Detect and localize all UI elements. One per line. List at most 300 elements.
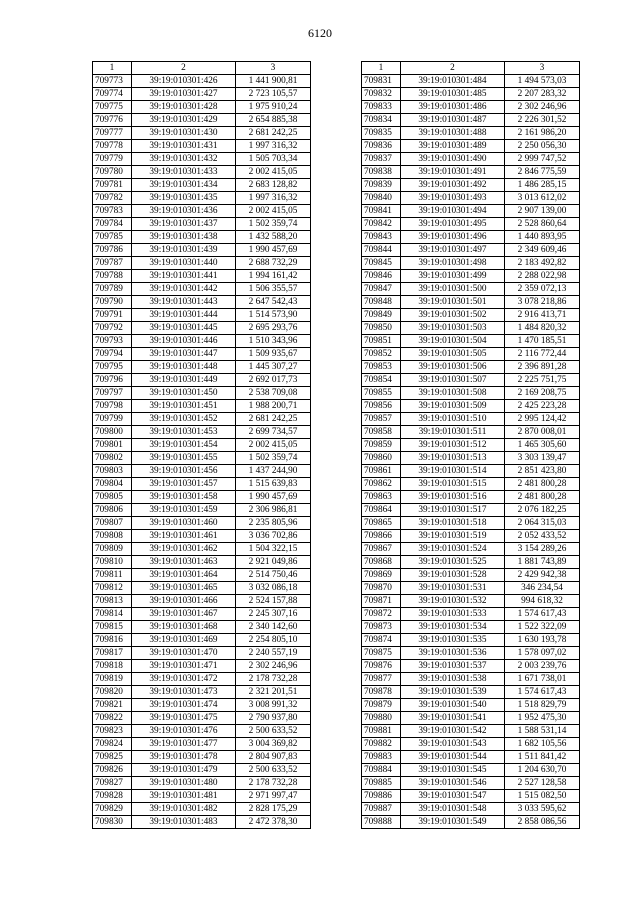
value-cell: 1 502 359,74 [236, 452, 311, 465]
value-cell: 2 288 022,98 [505, 270, 580, 283]
value-cell: 2 225 751,75 [505, 374, 580, 387]
cadastral-number-cell: 39:19:010301:437 [132, 218, 236, 231]
row-number-cell: 709784 [93, 218, 132, 231]
value-cell: 2 359 072,13 [505, 283, 580, 296]
table-row [93, 478, 311, 491]
value-cell: 2 226 301,52 [505, 114, 580, 127]
cadastral-number-cell: 39:19:010301:503 [401, 322, 505, 335]
row-number-cell: 709782 [93, 192, 132, 205]
table-row [362, 465, 580, 478]
value-cell: 2 472 378,30 [236, 816, 311, 829]
cadastral-number-cell: 39:19:010301:462 [132, 543, 236, 556]
cadastral-number-cell: 39:19:010301:478 [132, 751, 236, 764]
table-row [93, 660, 311, 673]
table-row [362, 205, 580, 218]
table-row [93, 257, 311, 270]
row-number-cell: 709848 [362, 296, 401, 309]
row-number-cell: 709844 [362, 244, 401, 257]
value-cell: 1 502 359,74 [236, 218, 311, 231]
table-row [362, 816, 580, 829]
row-number-cell: 709856 [362, 400, 401, 413]
row-number-cell: 709823 [93, 725, 132, 738]
cadastral-number-cell: 39:19:010301:532 [401, 595, 505, 608]
value-cell: 1 522 322,09 [505, 621, 580, 634]
value-cell: 1 506 355,57 [236, 283, 311, 296]
page-number: 6120 [308, 26, 332, 40]
value-cell: 1 484 820,32 [505, 322, 580, 335]
table-row [362, 491, 580, 504]
table-row [93, 725, 311, 738]
cadastral-number-cell: 39:19:010301:516 [401, 491, 505, 504]
row-number-cell: 709806 [93, 504, 132, 517]
cadastral-number-cell: 39:19:010301:493 [401, 192, 505, 205]
row-number-cell: 709850 [362, 322, 401, 335]
cadastral-number-cell: 39:19:010301:444 [132, 309, 236, 322]
column-header-3: 3 [236, 62, 311, 75]
row-number-cell: 709882 [362, 738, 401, 751]
row-number-cell: 709830 [93, 816, 132, 829]
row-number-cell: 709838 [362, 166, 401, 179]
row-number-cell: 709802 [93, 452, 132, 465]
cadastral-number-cell: 39:19:010301:440 [132, 257, 236, 270]
value-cell: 3 036 702,86 [236, 530, 311, 543]
cadastral-number-cell: 39:19:010301:470 [132, 647, 236, 660]
row-number-cell: 709861 [362, 465, 401, 478]
value-cell: 1 881 743,89 [505, 556, 580, 569]
row-number-cell: 709875 [362, 647, 401, 660]
value-cell: 2 995 124,42 [505, 413, 580, 426]
row-number-cell: 709883 [362, 751, 401, 764]
cadastral-number-cell: 39:19:010301:463 [132, 556, 236, 569]
table-row [93, 400, 311, 413]
row-number-cell: 709821 [93, 699, 132, 712]
table-row [93, 764, 311, 777]
cadastral-number-cell: 39:19:010301:451 [132, 400, 236, 413]
cadastral-number-cell: 39:19:010301:445 [132, 322, 236, 335]
row-number-cell: 709807 [93, 517, 132, 530]
table-row [362, 790, 580, 803]
cadastral-number-cell: 39:19:010301:483 [132, 816, 236, 829]
table-row [362, 270, 580, 283]
table-row [93, 426, 311, 439]
table-row [93, 517, 311, 530]
cadastral-number-cell: 39:19:010301:438 [132, 231, 236, 244]
row-number-cell: 709867 [362, 543, 401, 556]
value-cell: 2 527 128,58 [505, 777, 580, 790]
cadastral-number-cell: 39:19:010301:454 [132, 439, 236, 452]
value-cell: 3 154 289,26 [505, 543, 580, 556]
table-row [93, 816, 311, 829]
value-cell: 2 524 157,88 [236, 595, 311, 608]
row-number-cell: 709801 [93, 439, 132, 452]
row-number-cell: 709857 [362, 413, 401, 426]
value-cell: 1 997 316,32 [236, 192, 311, 205]
value-cell: 1 514 573,90 [236, 309, 311, 322]
row-number-cell: 709828 [93, 790, 132, 803]
column-header-3: 3 [505, 62, 580, 75]
table-row [93, 166, 311, 179]
value-cell: 2 207 283,32 [505, 88, 580, 101]
value-cell: 2 514 750,46 [236, 569, 311, 582]
row-number-cell: 709864 [362, 504, 401, 517]
cadastral-number-cell: 39:19:010301:517 [401, 504, 505, 517]
row-number-cell: 709780 [93, 166, 132, 179]
value-cell: 2 846 775,59 [505, 166, 580, 179]
row-number-cell: 709865 [362, 517, 401, 530]
data-table-right [361, 61, 580, 829]
table-row [93, 309, 311, 322]
table-row [93, 140, 311, 153]
row-number-cell: 709877 [362, 673, 401, 686]
row-number-cell: 709822 [93, 712, 132, 725]
cadastral-number-cell: 39:19:010301:475 [132, 712, 236, 725]
table-row [93, 348, 311, 361]
value-cell: 2 481 800,28 [505, 478, 580, 491]
row-number-cell: 709817 [93, 647, 132, 660]
cadastral-number-cell: 39:19:010301:513 [401, 452, 505, 465]
row-number-cell: 709874 [362, 634, 401, 647]
table-row [93, 543, 311, 556]
table-row [93, 439, 311, 452]
row-number-cell: 709812 [93, 582, 132, 595]
value-cell: 1 204 630,70 [505, 764, 580, 777]
value-cell: 1 975 910,24 [236, 101, 311, 114]
table-row [362, 231, 580, 244]
cadastral-number-cell: 39:19:010301:542 [401, 725, 505, 738]
row-number-cell: 709879 [362, 699, 401, 712]
value-cell: 2 425 223,28 [505, 400, 580, 413]
cadastral-number-cell: 39:19:010301:457 [132, 478, 236, 491]
table-row [362, 673, 580, 686]
row-number-cell: 709818 [93, 660, 132, 673]
value-cell: 3 013 612,02 [505, 192, 580, 205]
table-row [93, 777, 311, 790]
table-row [93, 504, 311, 517]
table-row [93, 335, 311, 348]
value-cell: 3 303 139,47 [505, 452, 580, 465]
cadastral-number-cell: 39:19:010301:549 [401, 816, 505, 829]
cadastral-number-cell: 39:19:010301:544 [401, 751, 505, 764]
value-cell: 1 509 935,67 [236, 348, 311, 361]
row-number-cell: 709774 [93, 88, 132, 101]
table-row [362, 582, 580, 595]
table-row [93, 75, 311, 88]
value-cell: 1 952 475,30 [505, 712, 580, 725]
row-number-cell: 709805 [93, 491, 132, 504]
value-cell: 2 429 942,38 [505, 569, 580, 582]
value-cell: 2 683 128,82 [236, 179, 311, 192]
table-row [93, 595, 311, 608]
table-row [362, 764, 580, 777]
value-cell: 994 618,32 [505, 595, 580, 608]
value-cell: 2 116 772,44 [505, 348, 580, 361]
table-row [362, 413, 580, 426]
value-cell: 1 494 573,03 [505, 75, 580, 88]
row-number-cell: 709845 [362, 257, 401, 270]
value-cell: 1 574 617,43 [505, 608, 580, 621]
table-row [362, 803, 580, 816]
table-row [362, 530, 580, 543]
cadastral-number-cell: 39:19:010301:446 [132, 335, 236, 348]
row-number-cell: 709841 [362, 205, 401, 218]
cadastral-number-cell: 39:19:010301:486 [401, 101, 505, 114]
table-row [362, 296, 580, 309]
cadastral-number-cell: 39:19:010301:507 [401, 374, 505, 387]
cadastral-number-cell: 39:19:010301:504 [401, 335, 505, 348]
row-number-cell: 709829 [93, 803, 132, 816]
table-row [362, 322, 580, 335]
column-header-1: 1 [362, 62, 401, 75]
row-number-cell: 709847 [362, 283, 401, 296]
value-cell: 2 064 315,03 [505, 517, 580, 530]
cadastral-number-cell: 39:19:010301:506 [401, 361, 505, 374]
cadastral-number-cell: 39:19:010301:510 [401, 413, 505, 426]
value-cell: 2 692 017,73 [236, 374, 311, 387]
row-number-cell: 709872 [362, 608, 401, 621]
value-cell: 1 505 703,34 [236, 153, 311, 166]
cadastral-number-cell: 39:19:010301:546 [401, 777, 505, 790]
row-number-cell: 709809 [93, 543, 132, 556]
table-row [93, 88, 311, 101]
value-cell: 2 052 433,52 [505, 530, 580, 543]
value-cell: 2 528 860,64 [505, 218, 580, 231]
cadastral-number-cell: 39:19:010301:496 [401, 231, 505, 244]
value-cell: 2 169 208,75 [505, 387, 580, 400]
table-row [362, 309, 580, 322]
cadastral-number-cell: 39:19:010301:448 [132, 361, 236, 374]
value-cell: 1 988 200,71 [236, 400, 311, 413]
table-row [93, 153, 311, 166]
cadastral-number-cell: 39:19:010301:431 [132, 140, 236, 153]
cadastral-number-cell: 39:19:010301:487 [401, 114, 505, 127]
value-cell: 2 538 709,08 [236, 387, 311, 400]
table-row [362, 283, 580, 296]
row-number-cell: 709775 [93, 101, 132, 114]
value-cell: 2 002 415,05 [236, 439, 311, 452]
row-number-cell: 709846 [362, 270, 401, 283]
table-row [362, 595, 580, 608]
table-row [93, 673, 311, 686]
cadastral-number-cell: 39:19:010301:434 [132, 179, 236, 192]
row-number-cell: 709827 [93, 777, 132, 790]
table-row [93, 387, 311, 400]
table-row [93, 218, 311, 231]
table-row [362, 192, 580, 205]
value-cell: 346 234,54 [505, 582, 580, 595]
table-row [93, 803, 311, 816]
cadastral-number-cell: 39:19:010301:524 [401, 543, 505, 556]
row-number-cell: 709842 [362, 218, 401, 231]
table-row [362, 452, 580, 465]
table-row [93, 621, 311, 634]
row-number-cell: 709854 [362, 374, 401, 387]
cadastral-number-cell: 39:19:010301:468 [132, 621, 236, 634]
table-row [93, 231, 311, 244]
table-row [362, 179, 580, 192]
row-number-cell: 709843 [362, 231, 401, 244]
value-cell: 2 921 049,86 [236, 556, 311, 569]
table-row [362, 569, 580, 582]
table-row [362, 621, 580, 634]
value-cell: 2 916 413,71 [505, 309, 580, 322]
column-header-2: 2 [401, 62, 505, 75]
row-number-cell: 709800 [93, 426, 132, 439]
value-cell: 2 349 609,46 [505, 244, 580, 257]
cadastral-number-cell: 39:19:010301:545 [401, 764, 505, 777]
row-number-cell: 709778 [93, 140, 132, 153]
row-number-cell: 709786 [93, 244, 132, 257]
cadastral-number-cell: 39:19:010301:453 [132, 426, 236, 439]
row-number-cell: 709789 [93, 283, 132, 296]
table-row [93, 283, 311, 296]
row-number-cell: 709796 [93, 374, 132, 387]
table-row [362, 699, 580, 712]
value-cell: 1 441 900,81 [236, 75, 311, 88]
row-number-cell: 709814 [93, 608, 132, 621]
row-number-cell: 709885 [362, 777, 401, 790]
value-cell: 1 682 105,56 [505, 738, 580, 751]
row-number-cell: 709876 [362, 660, 401, 673]
table-row [93, 634, 311, 647]
row-number-cell: 709811 [93, 569, 132, 582]
table-row [93, 569, 311, 582]
table-row [362, 608, 580, 621]
row-number-cell: 709866 [362, 530, 401, 543]
cadastral-number-cell: 39:19:010301:460 [132, 517, 236, 530]
cadastral-number-cell: 39:19:010301:435 [132, 192, 236, 205]
column-header-2: 2 [132, 62, 236, 75]
table-row [93, 127, 311, 140]
cadastral-number-cell: 39:19:010301:509 [401, 400, 505, 413]
cadastral-number-cell: 39:19:010301:514 [401, 465, 505, 478]
cadastral-number-cell: 39:19:010301:466 [132, 595, 236, 608]
cadastral-number-cell: 39:19:010301:428 [132, 101, 236, 114]
table-row [93, 413, 311, 426]
row-number-cell: 709871 [362, 595, 401, 608]
value-cell: 3 078 218,86 [505, 296, 580, 309]
table-row [362, 777, 580, 790]
row-number-cell: 709868 [362, 556, 401, 569]
table-row [362, 504, 580, 517]
value-cell: 1 671 738,01 [505, 673, 580, 686]
cadastral-number-cell: 39:19:010301:548 [401, 803, 505, 816]
table-row [93, 361, 311, 374]
table-row [362, 478, 580, 491]
value-cell: 2 828 175,29 [236, 803, 311, 816]
table-row [93, 452, 311, 465]
header-row [362, 62, 580, 75]
value-cell: 2 999 747,52 [505, 153, 580, 166]
cadastral-number-cell: 39:19:010301:450 [132, 387, 236, 400]
table-row [362, 166, 580, 179]
cadastral-number-cell: 39:19:010301:472 [132, 673, 236, 686]
value-cell: 1 504 322,15 [236, 543, 311, 556]
value-cell: 3 004 369,82 [236, 738, 311, 751]
table-row [362, 257, 580, 270]
cadastral-number-cell: 39:19:010301:441 [132, 270, 236, 283]
cadastral-number-cell: 39:19:010301:471 [132, 660, 236, 673]
row-number-cell: 709787 [93, 257, 132, 270]
table-row [93, 491, 311, 504]
row-number-cell: 709793 [93, 335, 132, 348]
table-row [93, 556, 311, 569]
value-cell: 2 723 105,57 [236, 88, 311, 101]
table-row [362, 686, 580, 699]
value-cell: 2 688 732,29 [236, 257, 311, 270]
cadastral-number-cell: 39:19:010301:498 [401, 257, 505, 270]
value-cell: 1 437 244,90 [236, 465, 311, 478]
row-number-cell: 709819 [93, 673, 132, 686]
cadastral-number-cell: 39:19:010301:482 [132, 803, 236, 816]
value-cell: 1 994 161,42 [236, 270, 311, 283]
value-cell: 1 518 829,79 [505, 699, 580, 712]
value-cell: 2 003 239,76 [505, 660, 580, 673]
cadastral-number-cell: 39:19:010301:525 [401, 556, 505, 569]
cadastral-number-cell: 39:19:010301:439 [132, 244, 236, 257]
cadastral-number-cell: 39:19:010301:511 [401, 426, 505, 439]
value-cell: 2 235 805,96 [236, 517, 311, 530]
row-number-cell: 709837 [362, 153, 401, 166]
table-row [362, 647, 580, 660]
cadastral-number-cell: 39:19:010301:495 [401, 218, 505, 231]
cadastral-number-cell: 39:19:010301:477 [132, 738, 236, 751]
row-number-cell: 709798 [93, 400, 132, 413]
cadastral-number-cell: 39:19:010301:473 [132, 686, 236, 699]
cadastral-number-cell: 39:19:010301:502 [401, 309, 505, 322]
table-row [93, 751, 311, 764]
row-number-cell: 709794 [93, 348, 132, 361]
row-number-cell: 709781 [93, 179, 132, 192]
cadastral-number-cell: 39:19:010301:512 [401, 439, 505, 452]
value-cell: 2 161 986,20 [505, 127, 580, 140]
value-cell: 2 790 937,80 [236, 712, 311, 725]
table-row [362, 634, 580, 647]
cadastral-number-cell: 39:19:010301:489 [401, 140, 505, 153]
row-number-cell: 709785 [93, 231, 132, 244]
value-cell: 2 245 307,16 [236, 608, 311, 621]
row-number-cell: 709855 [362, 387, 401, 400]
row-number-cell: 709810 [93, 556, 132, 569]
row-number-cell: 709826 [93, 764, 132, 777]
cadastral-number-cell: 39:19:010301:447 [132, 348, 236, 361]
header-row [93, 62, 311, 75]
row-number-cell: 709863 [362, 491, 401, 504]
cadastral-number-cell: 39:19:010301:508 [401, 387, 505, 400]
value-cell: 2 699 734,57 [236, 426, 311, 439]
cadastral-number-cell: 39:19:010301:488 [401, 127, 505, 140]
table-row [362, 751, 580, 764]
row-number-cell: 709799 [93, 413, 132, 426]
value-cell: 2 178 732,28 [236, 673, 311, 686]
value-cell: 1 465 305,60 [505, 439, 580, 452]
cadastral-number-cell: 39:19:010301:533 [401, 608, 505, 621]
value-cell: 1 470 185,51 [505, 335, 580, 348]
row-number-cell: 709788 [93, 270, 132, 283]
value-cell: 2 321 201,51 [236, 686, 311, 699]
value-cell: 2 002 415,05 [236, 205, 311, 218]
row-number-cell: 709816 [93, 634, 132, 647]
value-cell: 1 486 285,15 [505, 179, 580, 192]
value-cell: 2 907 139,00 [505, 205, 580, 218]
cadastral-number-cell: 39:19:010301:458 [132, 491, 236, 504]
cadastral-number-cell: 39:19:010301:480 [132, 777, 236, 790]
value-cell: 1 588 531,14 [505, 725, 580, 738]
value-cell: 3 008 991,32 [236, 699, 311, 712]
row-number-cell: 709834 [362, 114, 401, 127]
value-cell: 2 500 633,52 [236, 725, 311, 738]
row-number-cell: 709790 [93, 296, 132, 309]
row-number-cell: 709881 [362, 725, 401, 738]
